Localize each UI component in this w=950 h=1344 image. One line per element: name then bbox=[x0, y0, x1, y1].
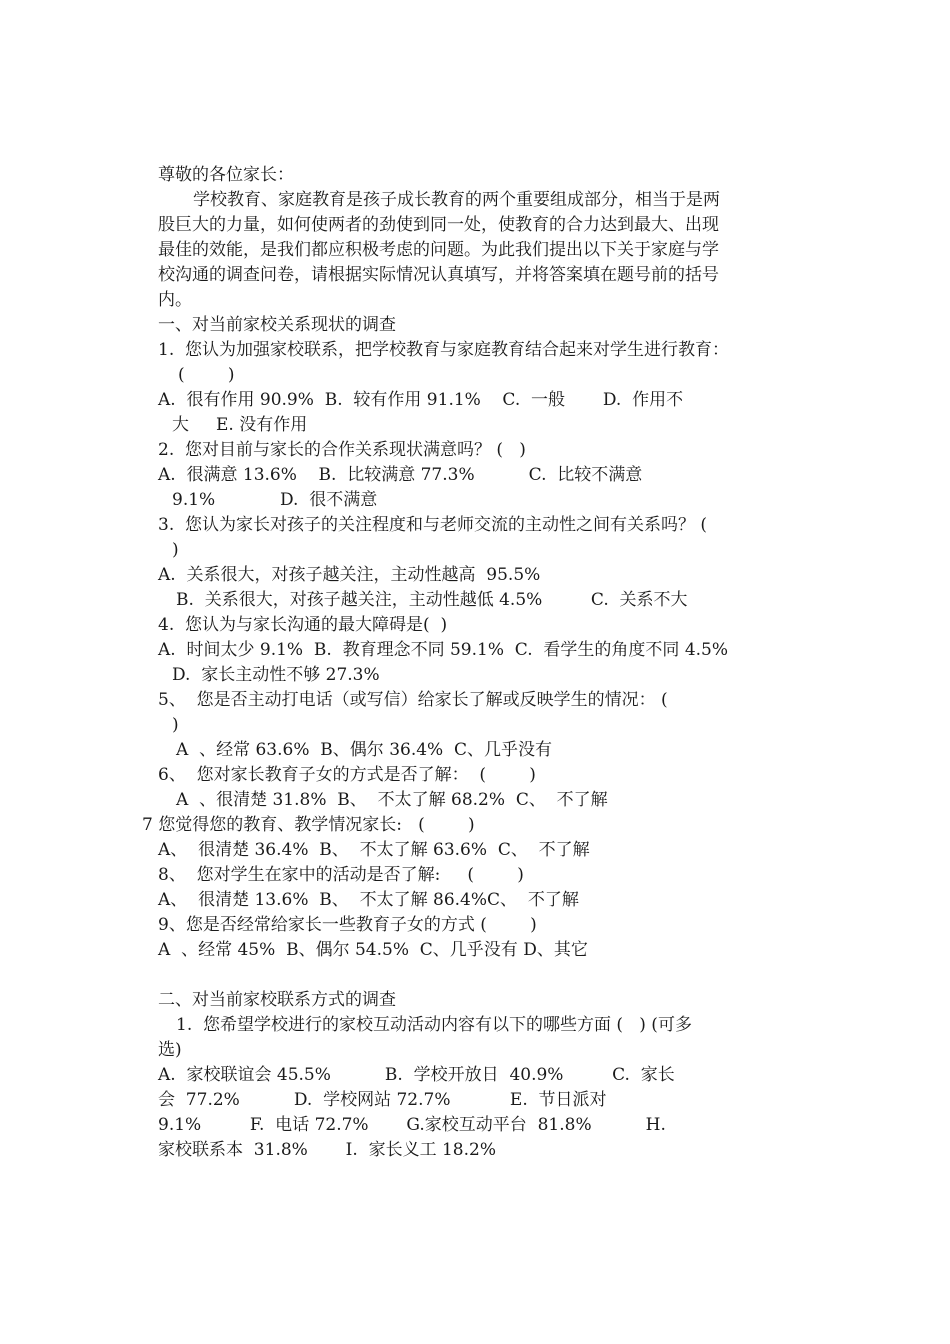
q8-options: A、 很清楚 13.6% B、 不太了解 86.4%C、 不了解 bbox=[158, 890, 579, 910]
q6-options: A 、很清楚 31.8% B、 不太了解 68.2% C、 不了解 bbox=[176, 790, 608, 810]
q2-text: 2. 您对目前与家长的合作关系现状满意吗？ ( ) bbox=[158, 440, 526, 460]
q4-options: A. 时间太少 9.1% B. 教育理念不同 59.1% C. 看学生的角度不同 4.5% bbox=[158, 640, 729, 660]
q3-text-cont: ) bbox=[172, 540, 179, 560]
intro-line-5: 内。 bbox=[158, 290, 192, 310]
q1-options-cont: 大 E. 没有作用 bbox=[172, 415, 308, 435]
q3-text: 3. 您认为家长对孩子的关注程度和与老师交流的主动性之间有关系吗？ ( bbox=[158, 515, 708, 535]
q1-answer-blank: ( ) bbox=[178, 365, 235, 385]
s2-q1-text-cont: 选) bbox=[158, 1040, 182, 1060]
q5-options: A 、经常 63.6% B、偶尔 36.4% C、几乎没有 bbox=[176, 740, 553, 760]
q5-text-cont: ) bbox=[172, 715, 179, 735]
s2-q1-text: 1. 您希望学校进行的家校互动活动内容有以下的哪些方面 ( ) (可多 bbox=[176, 1015, 692, 1035]
q9-text: 9、您是否经常给家长一些教育子女的方式 ( ) bbox=[158, 915, 537, 935]
intro-line-1: 学校教育、家庭教育是孩子成长教育的两个重要组成部分，相当于是两 bbox=[193, 190, 720, 210]
section-1-heading: 一、对当前家校关系现状的调查 bbox=[158, 315, 396, 335]
q2-options: A. 很满意 13.6% B. 比较满意 77.3% C. 比较不满意 bbox=[158, 465, 643, 485]
s2-q1-options-3: 9.1% F. 电话 72.7% G.家校互动平台 81.8% H. bbox=[158, 1115, 666, 1135]
q3-option-a: A. 关系很大，对孩子越关注，主动性越高 95.5% bbox=[158, 565, 541, 585]
q4-text: 4. 您认为与家长沟通的最大障碍是( ) bbox=[158, 615, 448, 635]
q2-options-cont: 9.1% D. 很不满意 bbox=[172, 490, 378, 510]
q7-options: A、 很清楚 36.4% B、 不太了解 63.6% C、 不了解 bbox=[158, 840, 590, 860]
s2-q1-options-1: A. 家校联谊会 45.5% B. 学校开放日 40.9% C. 家长 bbox=[158, 1065, 675, 1085]
q5-text: 5、 您是否主动打电话（或写信）给家长了解或反映学生的情况： ( bbox=[158, 690, 668, 710]
intro-line-2: 股巨大的力量，如何使两者的劲使到同一处，使教育的合力达到最大、出现 bbox=[158, 215, 719, 235]
intro-line-4: 校沟通的调查问卷，请根据实际情况认真填写，并将答案填在题号前的括号 bbox=[158, 265, 719, 285]
q8-text: 8、 您对学生在家中的活动是否了解: ( ) bbox=[158, 865, 524, 885]
section-2-heading: 二、对当前家校联系方式的调查 bbox=[158, 990, 396, 1010]
intro-line-3: 最佳的效能，是我们都应积极考虑的问题。为此我们提出以下关于家庭与学 bbox=[158, 240, 719, 260]
q4-options-cont: D. 家长主动性不够 27.3% bbox=[172, 665, 380, 685]
q3-options-bc: B. 关系很大，对孩子越关注，主动性越低 4.5% C. 关系不大 bbox=[176, 590, 688, 610]
s2-q1-options-2: 会 77.2% D. 学校网站 72.7% E. 节日派对 bbox=[158, 1090, 607, 1110]
q1-options: A. 很有作用 90.9% B. 较有作用 91.1% C. 一般 D. 作用不 bbox=[158, 390, 684, 410]
salutation: 尊敬的各位家长： bbox=[158, 165, 294, 185]
q1-text: 1. 您认为加强家校联系，把学校教育与家庭教育结合起来对学生进行教育： bbox=[158, 340, 730, 360]
q9-options: A 、经常 45% B、偶尔 54.5% C、几乎没有 D、其它 bbox=[158, 940, 588, 960]
q7-text: 7 您觉得您的教育、教学情况家长: ( ) bbox=[142, 815, 475, 835]
q6-text: 6、 您对家长教育子女的方式是否了解： ( ) bbox=[158, 765, 536, 785]
s2-q1-options-4: 家校联系本 31.8% I. 家长义工 18.2% bbox=[158, 1140, 496, 1160]
